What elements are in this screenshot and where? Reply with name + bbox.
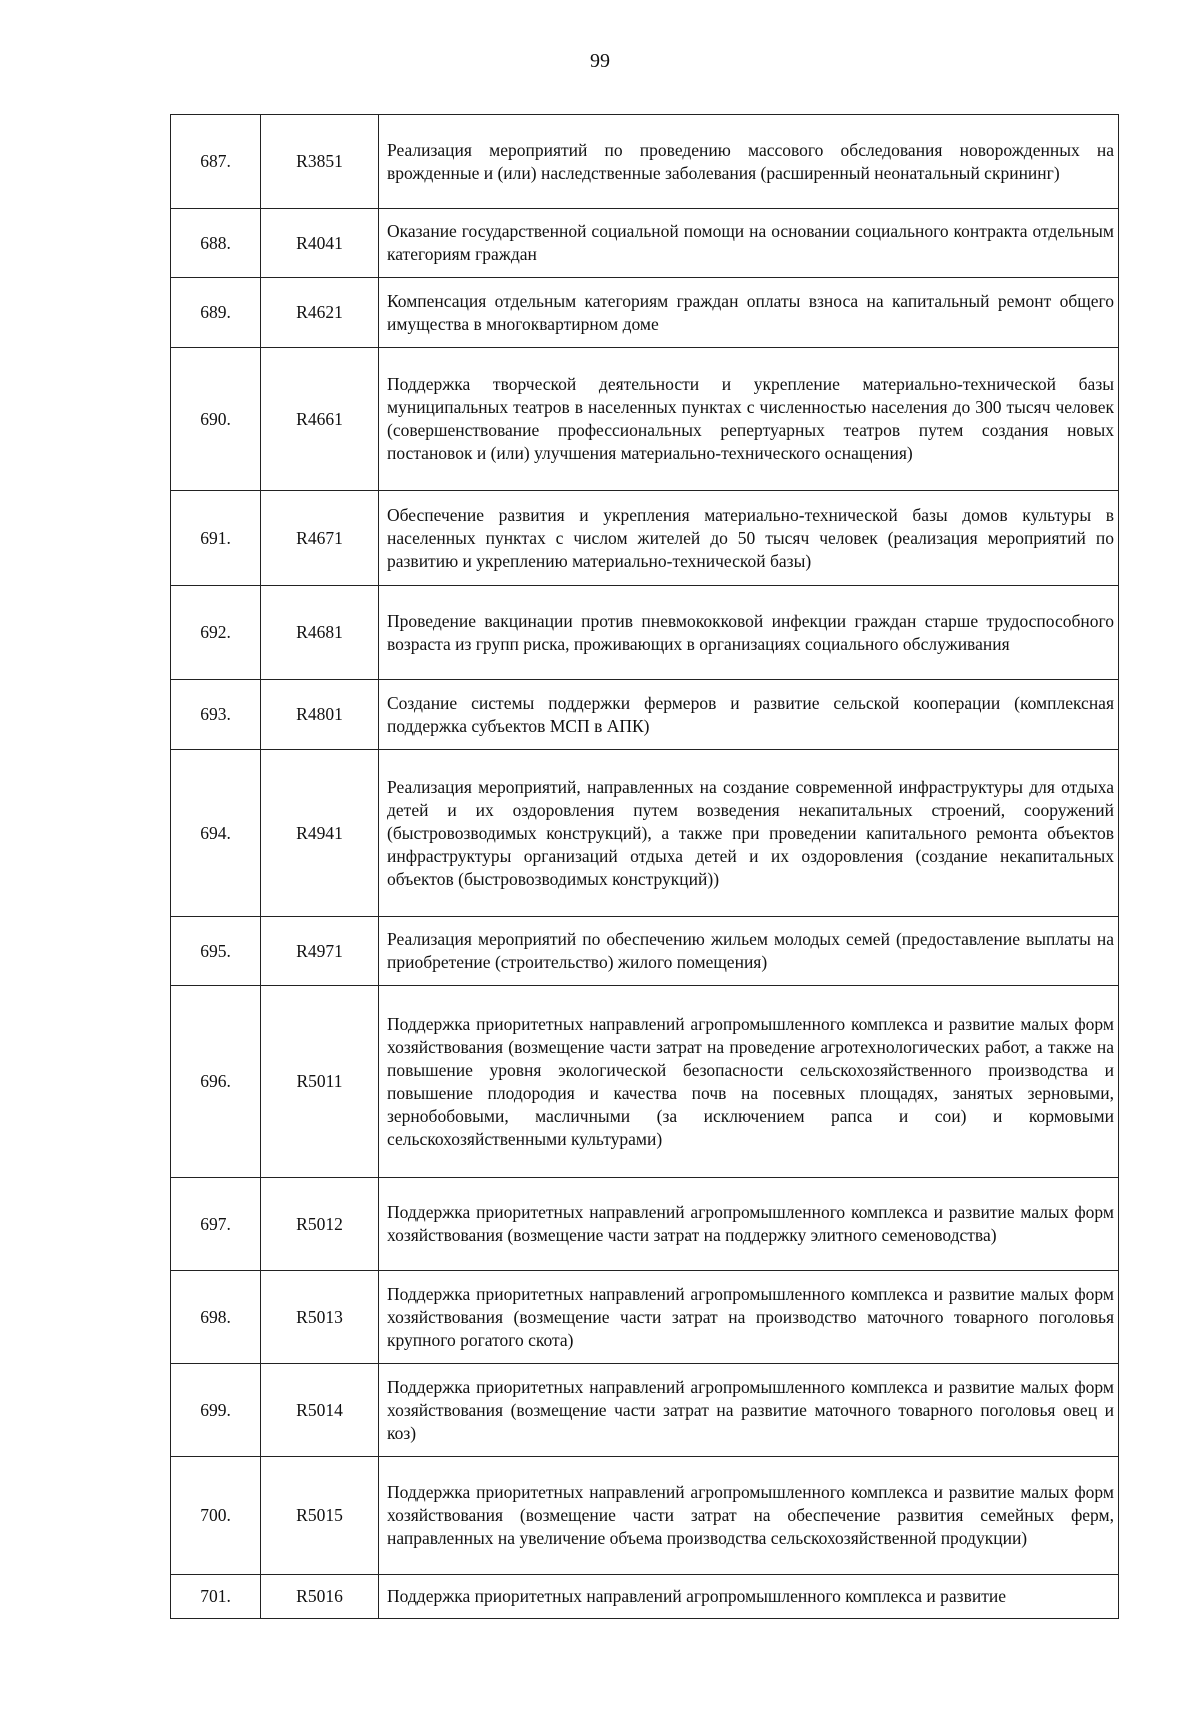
table-row — [171, 986, 1119, 1178]
row-number: 693. — [171, 680, 261, 750]
row-code: R5016 — [261, 1575, 379, 1619]
row-number: 698. — [171, 1271, 261, 1364]
row-number: 692. — [171, 586, 261, 680]
row-number: 687. — [171, 115, 261, 209]
row-description: Поддержка приоритетных направлений агропромышленного комплекса и развитие — [379, 1575, 1119, 1619]
row-description: Проведение вакцинации против пневмококковой инфекции граждан старше трудоспособного возраста из групп риска, проживающих в организациях социального обслуживания — [379, 586, 1119, 680]
table-row — [171, 115, 1119, 209]
row-code: R4041 — [261, 209, 379, 278]
table-row — [171, 750, 1119, 917]
row-number: 700. — [171, 1457, 261, 1575]
row-code: R4621 — [261, 278, 379, 348]
row-code: R5012 — [261, 1178, 379, 1271]
row-description: Оказание государственной социальной помощи на основании социального контракта отдельным категориям граждан — [379, 209, 1119, 278]
row-number: 691. — [171, 491, 261, 586]
table-row — [171, 491, 1119, 586]
table-row — [171, 1364, 1119, 1457]
row-description: Поддержка творческой деятельности и укрепление материально-технической базы муниципальных театров в населенных пунктах с численностью населения до 300 тысяч человек (совершенствование профессиональных репертуарных театров путем создания новых постановок и (или) улучшения материально-технического оснащения) — [379, 348, 1119, 491]
row-code: R4801 — [261, 680, 379, 750]
row-description: Поддержка приоритетных направлений агропромышленного комплекса и развитие малых форм хозяйствования (возмещение части затрат на производство маточного товарного поголовья крупного рогатого скота) — [379, 1271, 1119, 1364]
row-description: Поддержка приоритетных направлений агропромышленного комплекса и развитие малых форм хозяйствования (возмещение части затрат на поддержку элитного семеноводства) — [379, 1178, 1119, 1271]
row-code: R5011 — [261, 986, 379, 1178]
row-description: Поддержка приоритетных направлений агропромышленного комплекса и развитие малых форм хозяйствования (возмещение части затрат на развитие маточного товарного поголовья овец и коз) — [379, 1364, 1119, 1457]
row-number: 695. — [171, 917, 261, 986]
table-row — [171, 1178, 1119, 1271]
row-number: 688. — [171, 209, 261, 278]
row-description: Обеспечение развития и укрепления материально-технической базы домов культуры в населенных пунктах с числом жителей до 50 тысяч человек (реализация мероприятий по развитию и укреплению материально-технической базы) — [379, 491, 1119, 586]
table-row — [171, 1271, 1119, 1364]
row-description: Создание системы поддержки фермеров и развитие сельской кооперации (комплексная поддержка субъектов МСП в АПК) — [379, 680, 1119, 750]
table-row — [171, 209, 1119, 278]
row-code: R4671 — [261, 491, 379, 586]
row-description: Поддержка приоритетных направлений агропромышленного комплекса и развитие малых форм хозяйствования (возмещение части затрат на проведение агротехнологических работ, а также на повышение уровня экологической безопасности сельскохозяйственного производства и повышение плодородия и качества почв на посевных площадях, занятых зерновыми, зернобобовыми, масличными (за исключением рапса и сои) и кормовыми сельскохозяйственными культурами) — [379, 986, 1119, 1178]
table-row — [171, 680, 1119, 750]
row-code: R4941 — [261, 750, 379, 917]
page-number: 99 — [590, 50, 610, 72]
row-code: R4971 — [261, 917, 379, 986]
table-row — [171, 586, 1119, 680]
row-number: 697. — [171, 1178, 261, 1271]
row-description: Реализация мероприятий, направленных на создание современной инфраструктуры для отдыха детей и их оздоровления путем возведения некапитальных строений, сооружений (быстровозводимых конструкций), а также при проведении капитального ремонта объектов инфраструктуры организаций отдыха детей и их оздоровления (создание некапитальных объектов (быстровозводимых конструкций)) — [379, 750, 1119, 917]
table-row — [171, 348, 1119, 491]
row-code: R4661 — [261, 348, 379, 491]
row-code: R5014 — [261, 1364, 379, 1457]
row-number: 694. — [171, 750, 261, 917]
table-row — [171, 1575, 1119, 1619]
row-description: Компенсация отдельным категориям граждан оплаты взноса на капитальный ремонт общего имущества в многоквартирном доме — [379, 278, 1119, 348]
row-description: Реализация мероприятий по обеспечению жильем молодых семей (предоставление выплаты на приобретение (строительство) жилого помещения) — [379, 917, 1119, 986]
row-code: R4681 — [261, 586, 379, 680]
row-description: Реализация мероприятий по проведению массового обследования новорожденных на врожденные и (или) наследственные заболевания (расширенный неонатальный скрининг) — [379, 115, 1119, 209]
row-number: 696. — [171, 986, 261, 1178]
table-row — [171, 278, 1119, 348]
row-number: 699. — [171, 1364, 261, 1457]
row-code: R5013 — [261, 1271, 379, 1364]
row-number: 690. — [171, 348, 261, 491]
row-number: 689. — [171, 278, 261, 348]
table-row — [171, 1457, 1119, 1575]
table-row — [171, 917, 1119, 986]
budget-code-table — [170, 114, 1119, 1619]
row-number: 701. — [171, 1575, 261, 1619]
row-description: Поддержка приоритетных направлений агропромышленного комплекса и развитие малых форм хозяйствования (возмещение части затрат на обеспечение развития семейных ферм, направленных на увеличение объема производства сельскохозяйственной продукции) — [379, 1457, 1119, 1575]
row-code: R5015 — [261, 1457, 379, 1575]
row-code: R3851 — [261, 115, 379, 209]
